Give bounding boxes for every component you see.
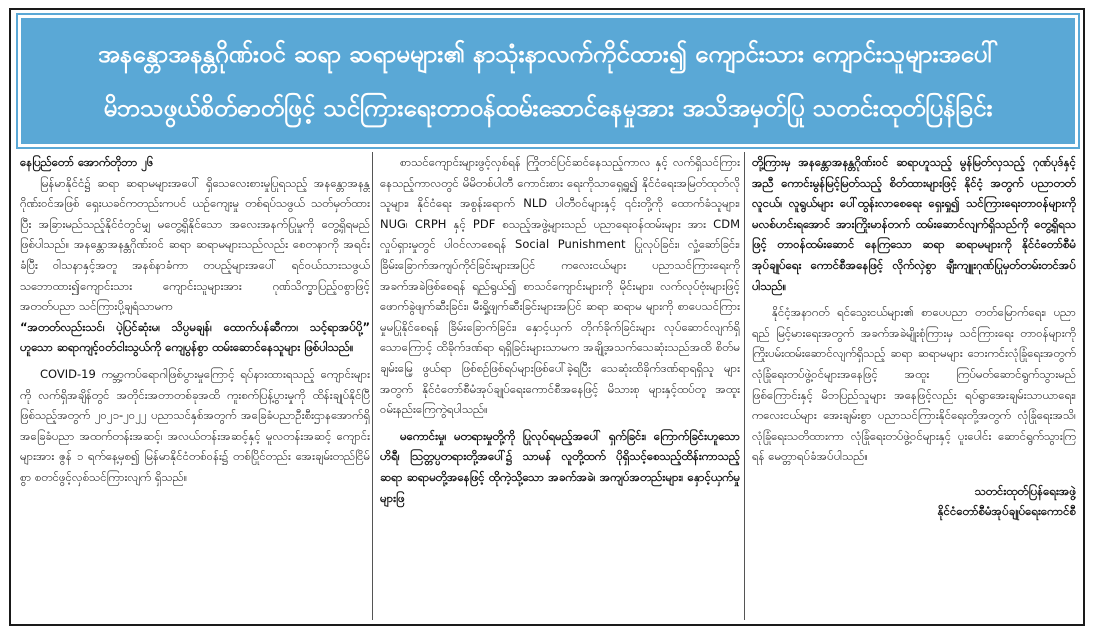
column-divider: [744, 152, 745, 620]
column-divider: [372, 152, 373, 620]
paragraph: မြန်မာနိုင်ငံ၌ ဆရာ ဆရာမများအပေါ် ရှိသေလေးစားမှုပြုရသည့် အနန္တောအနန္တဂိုဏ်းဝင်အဖြစ် ရှေးယခင်ကတည်းကပင် ယဉ်ကျေးမှု တစ်ရပ်သဖွယ် သတ်မှတ်ထားပြီး အခြားမည်သည့်နိုင်ငံတွင်မျှ မတွေ့ရှိနိုင်သော အလေးအနက်ပြုမှုကို တွေ့ရှိရမည်ဖြစ်ပါသည်။ အနန္တောအနန္တဂိုဏ်းဝင် ဆရာ ဆရာမများသည်လည်း စေတနာကို အရင်းခံပြီး ဝါသနာနှင့်အတူ အနစ်နာခံကာ တပည့်များအပေါ် ရင်ဝယ်သားသဖွယ်သဘောထား၍ကျောင်းသား ကျောင်းသူများအား ဂုဏ်သိက္ခာပြည့်ဝစွာဖြင့် အတတ်ပညာ သင်ကြားပို့ချရံသာမက: [20, 175, 370, 314]
paragraph: တို့ကြားမှ အနန္တောအနန္တဂိုဏ်းဝင် ဆရာဟူသည့် မွန်မြတ်လှသည့် ဂုဏ်ပုဒ်နှင့်အညီ ကောင်းမွန်မြင့်မြတ်သည့် စိတ်ထားများဖြင့် နိုင်ငံ့ အတွက် ပညာတတ်လူငယ်၊ လူရွယ်များ ပေါ်ထွန်းလာစေရေး ရှေးရှု၍ သင်ကြားရေးတာဝန်များကို မလစ်ဟင်းရအောင် အားကြိုးမာန်တက် ထမ်းဆောင်လျက်ရှိသည်ကို တွေ့ရှိရသဖြင့် တာဝန်ထမ်းဆောင် နေကြသော ဆရာ ဆရာမများကို နိုင်ငံတော်စီမံအုပ်ချုပ်ရေး ကောင်စီအနေဖြင့် လိုက်လှဲစွာ ချီးကျူးဂုဏ်ပြုမှတ်တမ်းတင်အပ် ပါသည်။: [752, 155, 1076, 293]
article-column-2: [380, 152, 740, 620]
signature-line-2: နိုင်ငံတော်စီမံအုပ်ချုပ်ရေးကောင်စီ: [937, 503, 1076, 518]
article-column-3: [752, 152, 1076, 620]
headline-banner: [18, 15, 1078, 147]
signature-line-1: သတင်းထုတ်ပြန်ရေးအဖွဲ့: [974, 483, 1076, 498]
article-body: [20, 152, 1076, 620]
article-column-1: [20, 152, 370, 620]
signature-block: [752, 481, 1076, 521]
paragraph: မကောင်းမှု၊ မတရားမှုတို့ကို ပြုလုပ်ရမည့်အပေါ် ရှက်ခြင်း၊ ကြောက်ခြင်းဟူသော ဟိရီ၊ ဩတ္တပ္ပတရားတို့အပေါ်၌ သာမန် လူတို့ထက် ပိုရှိသင့်စေသည့်ထိန်းကာသည့် ဆရာ ဆရာမတို့အနေဖြင့် ထိုကဲ့သို့သော အခက်အခဲ၊ အကျပ်အတည်းများ၊ နှောင့်ယှက်မှုများဖြ: [380, 428, 740, 505]
paragraph: COVID-19 ကမ္ဘာ့ကပ်ရောဂါဖြစ်ပွားမှုကြောင့် ရပ်နားထားရသည့် ကျောင်းများကို လက်ရှိအချိန်တွင် အတိုင်းအတာတစ်ခုအထိ ကူးစက်ပြန့်ပွားမှုကို ထိန်းချုပ်နိုင်ပြီဖြစ်သည့်အတွက် ၂၀၂၁-၂၀၂၂ ပညာသင်နှစ်အတွက် အခြေခံပညာဦးစီးဌာနအောက်ရှိ အခြေခံပညာ အထက်တန်းအဆင့်၊ အလယ်တန်းအဆင့်နှင့် မူလတန်းအဆင့် ကျောင်းများအား ဇွန် ၁ ရက်နေ့မှစ၍ မြန်မာနိုင်ငံတစ်ဝန်း၌ တစ်ပြိုင်တည်း အေးချမ်းတည်ငြိမ်စွာ စတင်ဖွင့်လှစ်သင်ကြားလျက် ရှိသည်။: [20, 366, 370, 484]
headline-line-2: မိဘသဖွယ်စိတ်ဓာတ်ဖြင့် သင်ကြားရေးတာဝန်ထမ်းဆောင်နေမှုအား အသိအမှတ်ပြု သတင်းထုတ်ပြန်ခြင်း: [103, 94, 993, 122]
paragraph: နိုင်ငံ့အနာဂတ် ရင်သွေးငယ်များ၏ စာပေပညာ တတ်မြောက်ရေး၊ ပညာရည် မြင့်မားရေးအတွက် အခက်အခဲမျိုးစုံကြားမှ သင်ကြားရေး တာဝန်များကို ကြိုးပမ်းထမ်းဆောင်လျက်ရှိသည့် ဆရာ ဆရာမများ ဘေးကင်းလုံခြုံရေးအတွက် လုံခြုံရေးတပ်ဖွဲ့ဝင်များအနေဖြင့် အထူး ကြပ်မတ်ဆောင်ရွက်သွားမည်ဖြစ်ကြောင်းနှင့် မိဘပြည်သူများ အနေဖြင့်လည်း ရပ်ရွာအေးချမ်းသာယာရေး၊ ကလေးငယ်များ အေးချမ်းစွာ ပညာသင်ကြားနိုင်ရေးတို့အတွက် လုံခြုံရေးအသိ၊ လုံခြုံရေးသတိထားကာ လုံခြုံရေးတပ်ဖွဲ့ဝင်များနှင့် ပူးပေါင်း ဆောင်ရွက်သွားကြရန် မေတ္တာရပ်ခံအပ်ပါသည်။: [752, 305, 1076, 464]
paragraph: စာသင်ကျောင်းများဖွင့်လှစ်ရန် ကြိုတင်ပြင်ဆင်နေသည့်ကာလ နှင့် လက်ရှိသင်ကြားနေသည့်ကာလတွင် မိမိတစ်ပါတီ ကောင်းစား ရေးကိုသာရှေ့ရှု၍ နိုင်ငံရေးအမြတ်ထုတ်လိုသူများ၊ နိုင်ငံရေး အစွန်းရောက် NLD ပါတီဝင်များနှင့် ၎င်းတို့ကို ထောက်ခံသူများ၊ NUG၊ CRPH နှင့် PDF စသည့်အဖွဲ့များသည် ပညာရေးဝန်ထမ်းများ အား CDM လှုပ်ရှားမှုတွင် ပါဝင်လာစေရန် Social Punishment ပြုလုပ်ခြင်း၊ လှုံ့ဆော်ခြင်း၊ ခြိမ်းခြောက်အကျပ်ကိုင်ခြင်းများအပြင် ကလေးငယ်များ ပညာသင်ကြားရေးကို အခက်အခဲဖြစ်စေရန် ရည်ရွယ်၍ စာသင်ကျောင်းများကို မိုင်းများ၊ လက်လုပ်ဗုံးများဖြင့် ဖောက်ခွဲဖျက်ဆီးခြင်း၊ မီးရှို့ဖျက်ဆီးခြင်းများအပြင် ဆရာ ဆရာမ များကို စာပေသင်ကြားမှုမပြုနိုင်စေရန် ခြိမ်းခြောက်ခြင်း၊ နှောင့်ယှက် တိုက်ခိုက်ခြင်းများ လုပ်ဆောင်လျက်ရှိသောကြောင့် ထိခိုက်ဒဏ်ရာ ရရှိခြင်းများသာမက အချို့အသက်သေဆုံးသည်အထိ စိတ်မချမ်းမြေ့ ဖွယ်ရာ ဖြစ်စဉ်ဖြစ်ရပ်များဖြစ်ပေါ်ခဲ့ရပြီး သေဆုံးထိခိုက်ဒဏ်ရာရရှိသူ များအတွက် နိုင်ငံတော်စီမံအုပ်ချုပ်ရေးကောင်စီအနေဖြင့် မိသားစု များနှင့်ထပ်တူ အထူးဝမ်းနည်းကြေကွဲရပါသည်။: [380, 155, 740, 417]
dateline: နေပြည်တော် အောက်တိုဘာ ၂၆: [20, 155, 154, 169]
paragraph-quote: “အတတ်လည်းသင်၊ ပဲ့ပြင်ဆုံးမ၊ သိပ္ပမချန်၊ ထောက်ပန်ဆီကာ၊ သင့်ရာအပ်ပို့” ဟူသော ဆရာကျင့်ဝတ်ငါးသွယ်ကို ကျေပွန်စွာ ထမ်းဆောင်နေသူများ ဖြစ်ပါသည်။: [20, 319, 370, 355]
headline-line-1: အနန္တောအနန္တဂိုဏ်းဝင် ဆရာ ဆရာမများ၏ နာသုံးနာလက်ကိုင်ထား၍ ကျောင်းသား ကျောင်းသူများအပေါ်: [97, 40, 999, 68]
